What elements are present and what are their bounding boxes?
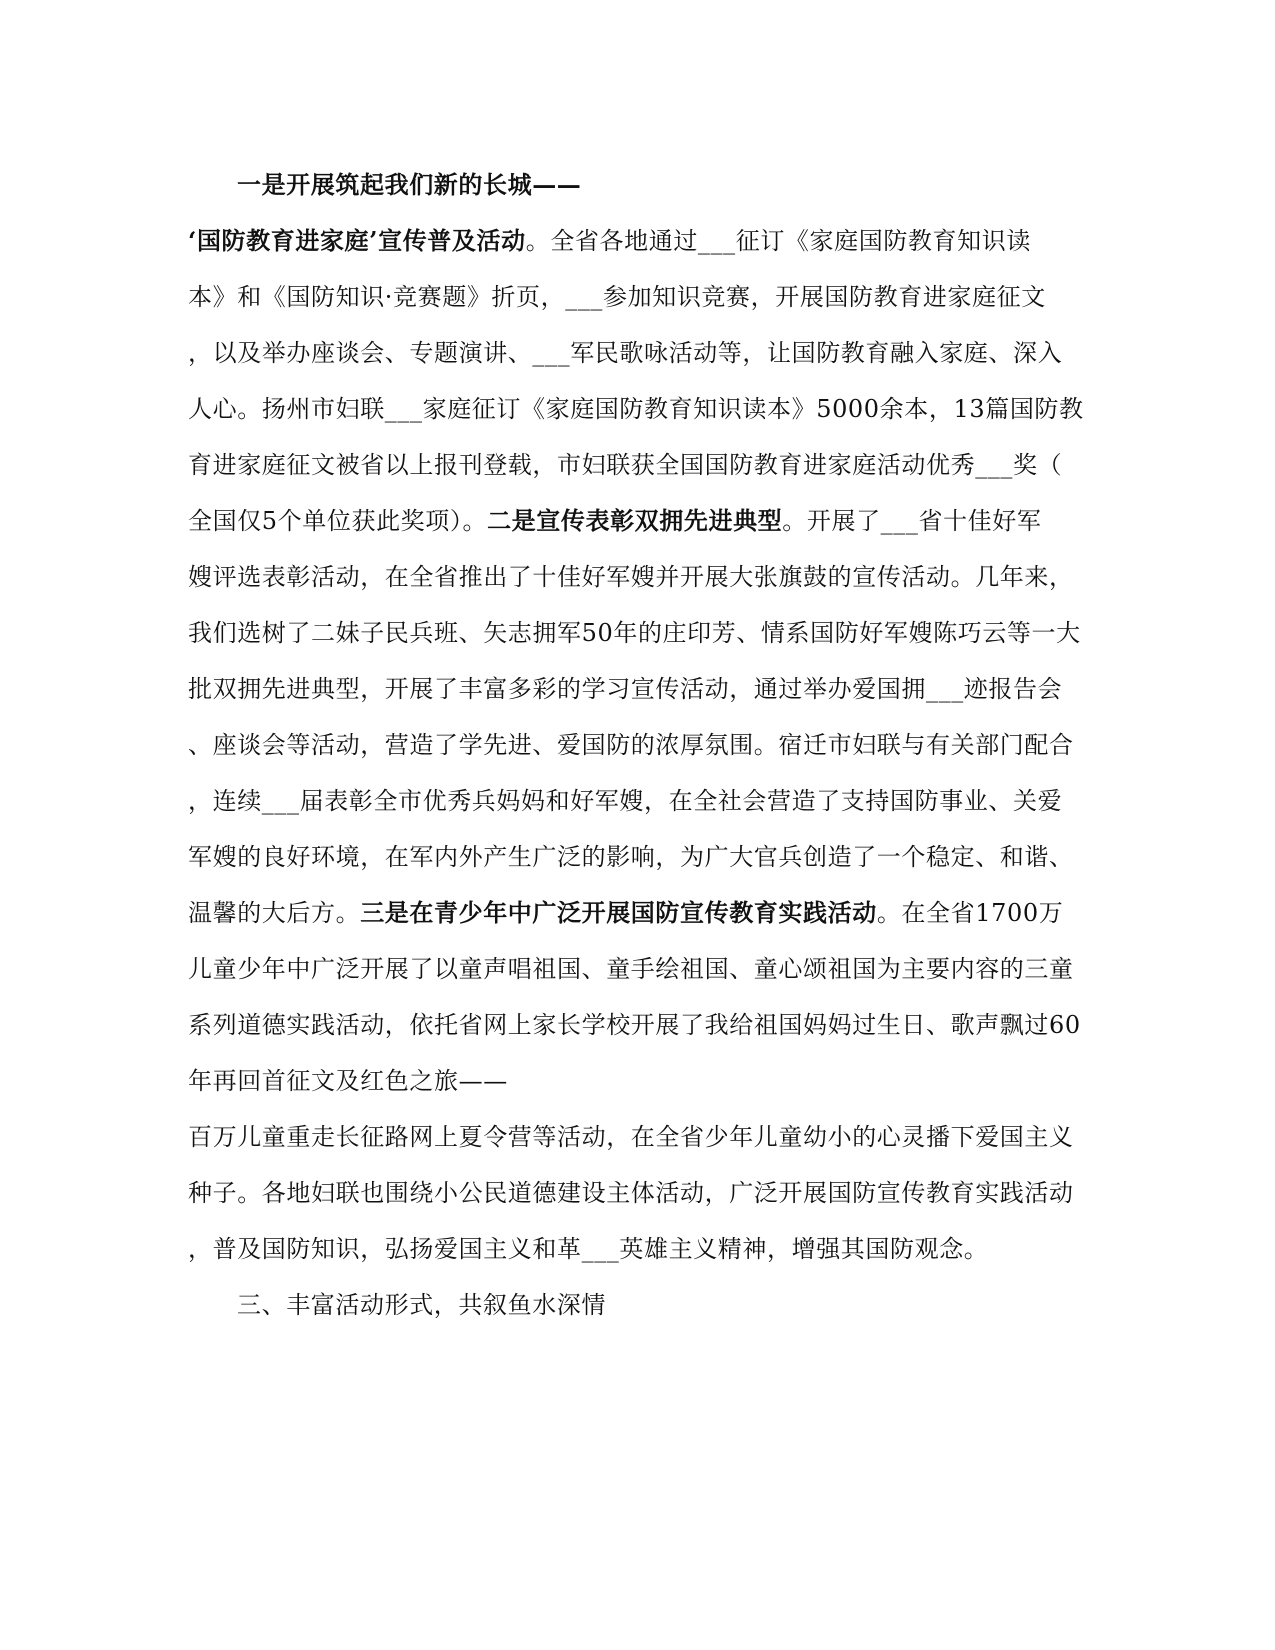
text-run: 年再回首征文及红色之旅—— [188,1067,508,1095]
text-run: 种子。各地妇联也围绕小公民道德建设主体活动，广泛开展国防宣传教育实践活动 [188,1179,1074,1207]
text-run: 系列道德实践活动，依托省网上家长学校开展了我给祖国妈妈过生日、歌声飘过60 [188,1011,1081,1039]
paragraph-line [188,1066,1088,1096]
text-run: 育进家庭征文被省以上报刊登载，市妇联获全国国防教育进家庭活动优秀___奖（ [188,451,1063,479]
bold-text: 二是宣传表彰双拥先进典型 [487,506,783,535]
paragraph-line [188,674,1088,704]
paragraph-line [188,898,1088,928]
paragraph-line [188,1122,1088,1152]
paragraph-line [188,282,1088,312]
heading-line [237,170,1137,200]
paragraph-line [188,226,1088,256]
paragraph-line [188,1010,1088,1040]
paragraph-line [188,562,1088,592]
text-run: 、座谈会等活动，营造了学先进、爱国防的浓厚氛围。宿迁市妇联与有关部门配合 [188,731,1074,759]
paragraph-line [188,450,1088,480]
text-run: 全国仅5个单位获此奖项）。 [188,507,488,535]
paragraph-line [188,1178,1088,1208]
text-run: ，以及举办座谈会、专题演讲、___军民歌咏活动等，让国防教育融入家庭、深入 [188,339,1063,367]
text-run: 。开展了___省十佳好军 [782,507,1042,535]
text-run: 军嫂的良好环境，在军内外产生广泛的影响，为广大官兵创造了一个稳定、和谐、 [188,843,1074,871]
text-run: 本》和《国防知识·竞赛题》折页，___参加知识竞赛，开展国防教育进家庭征文 [188,283,1046,311]
text-run: ，普及国防知识，弘扬爱国主义和革___英雄主义精神，增强其国防观念。 [188,1235,989,1263]
paragraph-line [188,618,1088,648]
text-run: 我们选树了二妹子民兵班、矢志拥军50年的庄印芳、情系国防好军嫂陈巧云等一大 [188,619,1081,647]
paragraph-line [188,338,1088,368]
text-run: 批双拥先进典型，开展了丰富多彩的学习宣传活动，通过举办爱国拥___迹报告会 [188,675,1063,703]
text-run: 儿童少年中广泛开展了以童声唱祖国、童手绘祖国、童心颂祖国为主要内容的三童 [188,955,1074,983]
text-run: ，连续___届表彰全市优秀兵妈妈和好军嫂，在全社会营造了支持国防事业、关爱 [188,787,1063,815]
paragraph-line [188,1234,1088,1264]
paragraph-line [188,786,1088,816]
bold-text: 一是开展筑起我们新的长城—— [237,170,582,199]
bold-text: ‘国防教育进家庭’宣传普及活动 [188,226,526,255]
text-run: 。在全省1700万 [876,899,1064,927]
text-run: 百万儿童重走长征路网上夏令营等活动，在全省少年儿童幼小的心灵播下爱国主义 [188,1123,1074,1151]
paragraph-line [188,954,1088,984]
text-run: 三、丰富活动形式，共叙鱼水深情 [237,1291,606,1319]
paragraph-line [188,506,1088,536]
section-heading [237,1290,1137,1320]
text-run: 。全省各地通过___征订《家庭国防教育知识读 [525,227,1031,255]
paragraph-line [188,730,1088,760]
text-run: 温馨的大后方。 [188,899,361,927]
bold-text: 三是在青少年中广泛开展国防宣传教育实践活动 [360,898,877,927]
paragraph-line [188,394,1088,424]
paragraph-line [188,842,1088,872]
text-run: 人心。扬州市妇联___家庭征订《家庭国防教育知识读本》5000余本，13篇国防教 [188,395,1084,423]
text-run: 嫂评选表彰活动，在全省推出了十佳好军嫂并开展大张旗鼓的宣传活动。几年来， [188,563,1074,591]
